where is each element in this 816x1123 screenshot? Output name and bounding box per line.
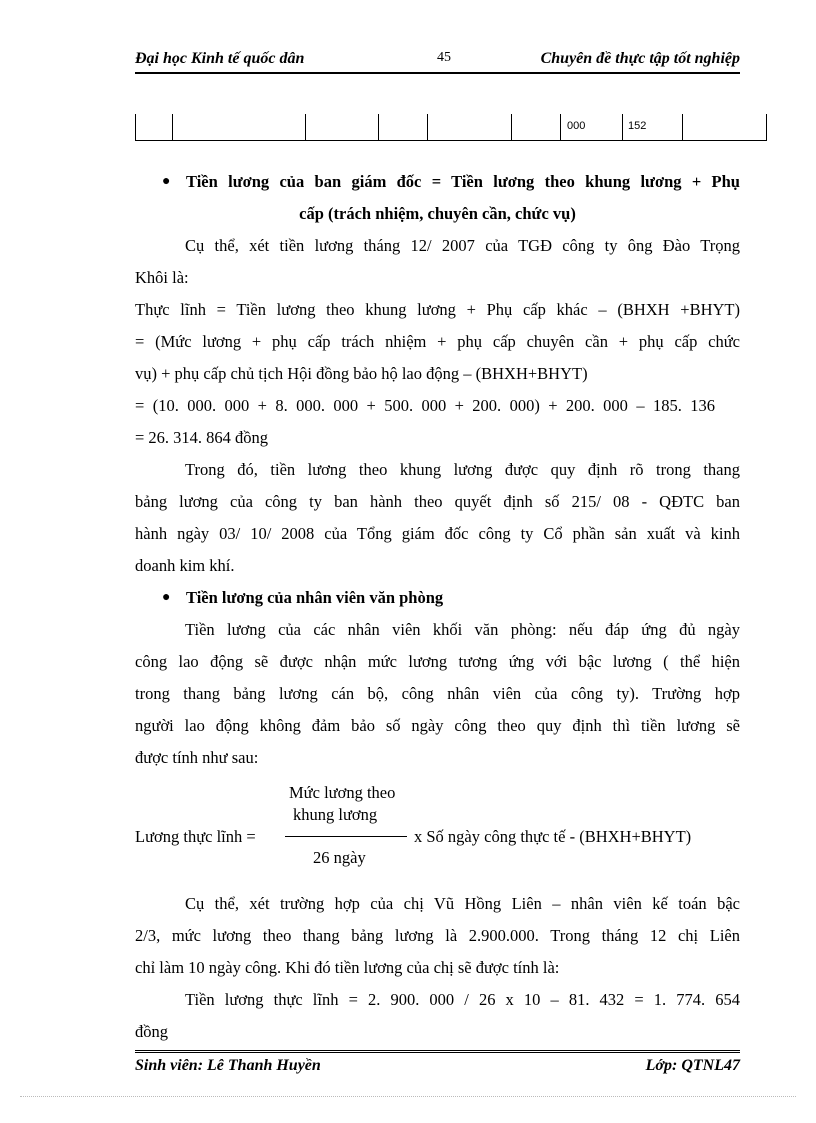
bullet-heading: Tiền lương của nhân viên văn phòng [186,588,444,607]
page-header [135,46,740,74]
paragraph-line: Cụ thể, xét tiền lương tháng 12/ 2007 của TGĐ công ty ông Đào Trọng [185,236,740,255]
formula-numerator-cont: khung lương [293,805,378,824]
table-fragment [135,114,767,141]
footer-class: Lớp: QTNL47 [645,1057,740,1074]
bullet-heading-cont: cấp (trách nhiệm, chuyên cần, chức vụ) [299,204,576,223]
table-divider [766,114,767,140]
table-divider [135,114,136,140]
page-footer [135,1050,740,1074]
paragraph-line: doanh kim khí. [135,556,235,575]
table-divider [511,114,512,140]
paragraph-line: Tiền lương của các nhân viên khối văn phòng: nếu đáp ứng đủ ngày [185,620,740,639]
bullet-icon: ● [162,174,171,189]
paragraph-line: được tính như sau: [135,748,259,767]
header-university: Đại học Kinh tế quốc dân [135,50,305,67]
table-cell: 000 [567,120,586,132]
table-divider [427,114,428,140]
paragraph-line: trong thang bảng lương cán bộ, công nhân viên của công ty). Trường hợp [135,684,740,703]
table-divider [378,114,379,140]
bullet-icon: ● [162,590,171,605]
formula-numerator: Mức lương theo [289,783,396,802]
table-divider [622,114,623,140]
paragraph-line: Thực lĩnh = Tiền lương theo khung lương + Phụ cấp khác – (BHXH +BHYT) [135,300,740,319]
header-report-title: Chuyên đề thực tập tốt nghiệp [540,50,740,67]
table-divider [305,114,306,140]
paragraph-line: = (10. 000. 000 + 8. 000. 000 + 500. 000 + 200. 000) + 200. 000 – 185. 136 [135,396,715,415]
paragraph-line: 2/3, mức lương theo thang bảng lương là 2.900.000. Trong tháng 12 chị Liên [135,926,740,945]
paragraph-line: Trong đó, tiền lương theo khung lương được quy định rõ trong thang [185,460,740,479]
page-number: 45 [437,50,451,65]
table-cell: 152 [628,120,647,132]
formula-rhs: x Số ngày công thực tế - (BHXH+BHYT) [414,827,692,846]
paragraph-line: Tiền lương thực lĩnh = 2. 900. 000 / 26 x 10 – 81. 432 = 1. 774. 654 [185,990,740,1009]
table-divider [682,114,683,140]
paragraph-line: bảng lương của công ty ban hành theo quyết định số 215/ 08 - QĐTC ban [135,492,740,511]
paragraph-line: = 26. 314. 864 đồng [135,428,269,447]
paragraph-line: = (Mức lương + phụ cấp trách nhiệm + phụ cấp chuyên cần + phụ cấp chức [135,332,740,351]
paragraph-line: Cụ thể, xét trường hợp của chị Vũ Hồng Liên – nhân viên kế toán bậc [185,894,740,913]
bullet-heading: Tiền lương của ban giám đốc = Tiền lương theo khung lương + Phụ [186,172,740,191]
footer-student: Sinh viên: Lê Thanh Huyền [135,1057,321,1074]
paragraph-line: Khôi là: [135,268,189,287]
paragraph-line: vụ) + phụ cấp chủ tịch Hội đồng bảo hộ lao động – (BHXH+BHYT) [135,364,588,383]
formula-lhs: Lương thực lĩnh = [135,827,256,846]
fraction-bar [285,836,407,837]
table-divider [560,114,561,140]
paragraph-line: công lao động sẽ được nhận mức lương tương ứng với bậc lương ( thể hiện [135,652,740,671]
paragraph-line: đồng [135,1022,168,1041]
paragraph-line: hành ngày 03/ 10/ 2008 của Tổng giám đốc công ty Cổ phần sản xuất và kinh [135,524,740,543]
page-edge-divider [20,1096,796,1097]
formula-denominator: 26 ngày [313,848,366,867]
paragraph-line: người lao động không đảm bảo số ngày công theo quy định thì tiền lương sẽ [135,716,740,735]
paragraph-line: chỉ làm 10 ngày công. Khi đó tiền lương của chị sẽ được tính là: [135,958,560,977]
table-divider [172,114,173,140]
